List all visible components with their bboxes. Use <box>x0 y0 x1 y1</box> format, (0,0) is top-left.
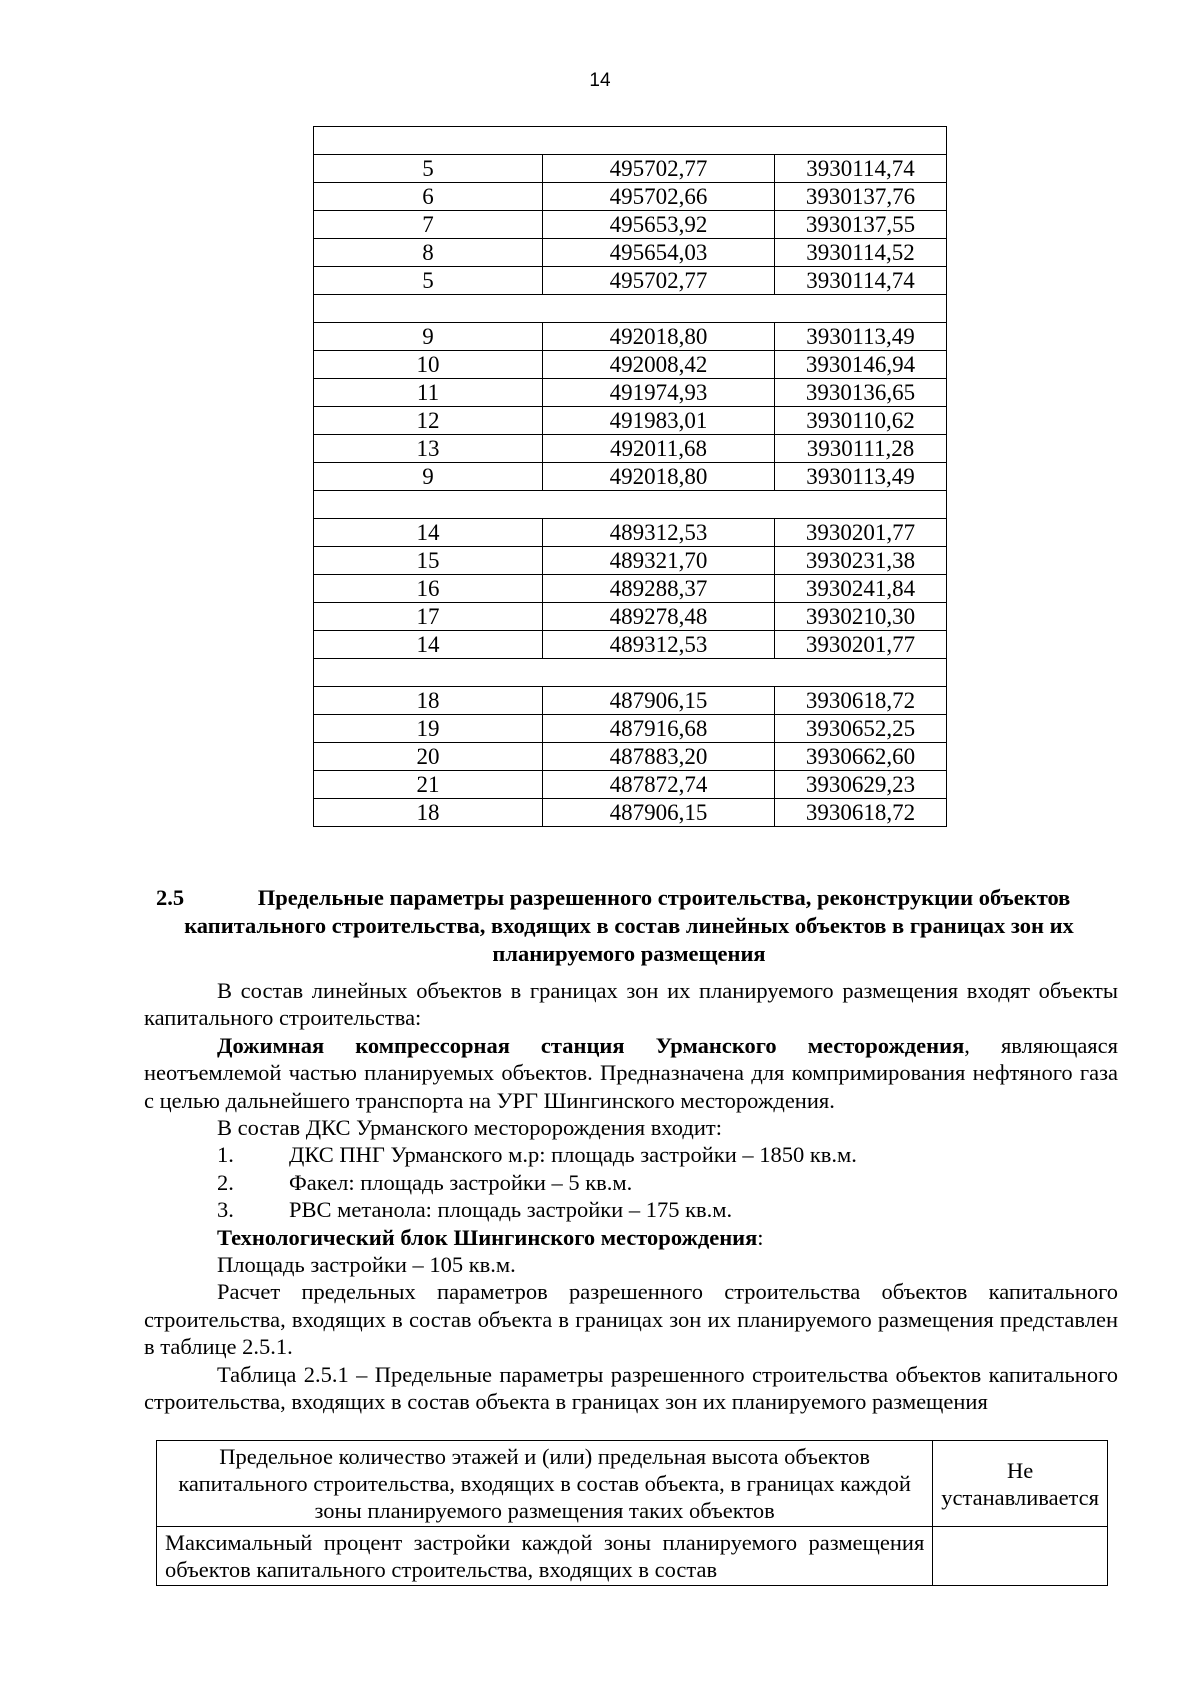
dks-paragraph <box>144 1032 1118 1114</box>
table-row <box>157 1441 1108 1527</box>
table-row <box>314 575 947 603</box>
coord-x: 492018,80 <box>543 463 775 491</box>
point-number: 9 <box>314 323 543 351</box>
coord-x: 495702,77 <box>543 267 775 295</box>
table-row <box>314 687 947 715</box>
coord-x: 489278,48 <box>543 603 775 631</box>
tech-block-title: Технологический блок Шингинского месторождения <box>217 1224 758 1250</box>
section-heading <box>144 884 1114 968</box>
params-table <box>156 1440 1108 1586</box>
separator-cell <box>314 491 947 519</box>
separator-cell <box>314 127 947 155</box>
dks-title: Дожимная компрессорная станция Урманского месторождения <box>217 1032 965 1058</box>
table-row <box>314 407 947 435</box>
coord-x: 491983,01 <box>543 407 775 435</box>
coord-y: 3930231,38 <box>775 547 947 575</box>
table-row <box>314 519 947 547</box>
table-row <box>314 715 947 743</box>
coord-y: 3930618,72 <box>775 799 947 827</box>
separator-row <box>314 127 947 155</box>
coord-x: 489321,70 <box>543 547 775 575</box>
table-row <box>157 1527 1108 1586</box>
point-number: 9 <box>314 463 543 491</box>
list-number: 2. <box>217 1169 234 1195</box>
point-number: 14 <box>314 519 543 547</box>
point-number: 13 <box>314 435 543 463</box>
coord-x: 495702,66 <box>543 183 775 211</box>
coord-x: 495654,03 <box>543 239 775 267</box>
point-number: 21 <box>314 771 543 799</box>
calc-paragraph: Расчет предельных параметров разрешенного строительства объектов капитального строительства, входящих в состав объекта в границах зон их планируемого размещения представлен в таблице 2.5.1. <box>144 1279 1118 1360</box>
table-row <box>314 239 947 267</box>
table-row <box>314 267 947 295</box>
separator-row <box>314 659 947 687</box>
table-row <box>314 631 947 659</box>
params-row1-value <box>933 1441 1108 1527</box>
coord-x: 487872,74 <box>543 771 775 799</box>
list-item <box>144 1196 1118 1223</box>
table-row <box>314 351 947 379</box>
point-number: 19 <box>314 715 543 743</box>
table-row <box>314 463 947 491</box>
coord-y: 3930146,94 <box>775 351 947 379</box>
table-row <box>314 603 947 631</box>
list-item <box>144 1141 1118 1168</box>
params-row2-desc: Максимальный процент застройки каждой зоны планируемого размещения объектов капитального строительства, входящих в состав <box>157 1527 933 1586</box>
section-title-line3: планируемого размещения <box>492 941 766 966</box>
coord-y: 3930111,28 <box>775 435 947 463</box>
table-row <box>314 547 947 575</box>
list-text: ДКС ПНГ Урманского м.р: площадь застройки – 1850 кв.м. <box>289 1142 857 1168</box>
dks-description: , являющаяся неотъемлемой частью планируемых объектов. Предназначена для компримирования нефтяного газа с целью дальнейшего транспорта на УРГ Шингинского месторождения. <box>144 1032 1118 1113</box>
coord-x: 487883,20 <box>543 743 775 771</box>
coord-y: 3930629,23 <box>775 771 947 799</box>
list-number: 3. <box>217 1197 234 1223</box>
point-number: 20 <box>314 743 543 771</box>
page-number: 14 <box>589 70 611 91</box>
coord-x: 492018,80 <box>543 323 775 351</box>
table-row <box>314 183 947 211</box>
table-row <box>314 323 947 351</box>
point-number: 18 <box>314 687 543 715</box>
coord-x: 487906,15 <box>543 799 775 827</box>
table-row <box>314 211 947 239</box>
coord-x: 495702,77 <box>543 155 775 183</box>
table-row <box>314 435 947 463</box>
point-number: 11 <box>314 379 543 407</box>
coord-x: 487916,68 <box>543 715 775 743</box>
section-title-line1: Предельные параметры разрешенного строительства, реконструкции объектов <box>257 885 1071 910</box>
point-number: 5 <box>314 267 543 295</box>
coord-y: 3930137,55 <box>775 211 947 239</box>
table-row <box>314 155 947 183</box>
section-title-line2: капитального строительства, входящих в состав линейных объектов в границах зон их <box>184 913 1074 938</box>
point-number: 10 <box>314 351 543 379</box>
point-number: 5 <box>314 155 543 183</box>
coord-y: 3930201,77 <box>775 519 947 547</box>
list-number: 1. <box>217 1142 234 1168</box>
intro-paragraph: В состав линейных объектов в границах зон их планируемого размещения входят объекты капитального строительства: <box>144 978 1118 1031</box>
coord-x: 489312,53 <box>543 631 775 659</box>
point-number: 17 <box>314 603 543 631</box>
separator-cell <box>314 295 947 323</box>
list-text: Факел: площадь застройки – 5 кв.м. <box>289 1169 633 1195</box>
coordinates-table <box>313 126 947 827</box>
tech-block-area: Площадь застройки – 105 кв.м. <box>217 1252 516 1278</box>
point-number: 12 <box>314 407 543 435</box>
coord-y: 3930137,76 <box>775 183 947 211</box>
dks-list <box>144 1141 1118 1223</box>
coord-x: 489312,53 <box>543 519 775 547</box>
dks-composition: В состав ДКС Урманского месторорождения входит: <box>217 1115 722 1141</box>
tech-block-heading <box>144 1224 1118 1251</box>
coord-y: 3930662,60 <box>775 743 947 771</box>
separator-cell <box>314 659 947 687</box>
section-body <box>144 977 1118 1416</box>
coord-y: 3930113,49 <box>775 323 947 351</box>
point-number: 8 <box>314 239 543 267</box>
coord-y: 3930210,30 <box>775 603 947 631</box>
separator-row <box>314 295 947 323</box>
point-number: 18 <box>314 799 543 827</box>
params-row2-value <box>933 1527 1108 1586</box>
coord-x: 489288,37 <box>543 575 775 603</box>
coord-x: 492011,68 <box>543 435 775 463</box>
tech-block-colon: : <box>757 1224 764 1250</box>
table-row <box>314 799 947 827</box>
table-row <box>314 743 947 771</box>
table-row <box>314 771 947 799</box>
coord-y: 3930114,74 <box>775 267 947 295</box>
coord-y: 3930652,25 <box>775 715 947 743</box>
params-row1-value-line1: Не <box>1007 1457 1034 1483</box>
point-number: 15 <box>314 547 543 575</box>
params-row1-desc: Предельное количество этажей и (или) предельная высота объектов капитального строительства, входящих в состав объекта, в границах каждой зоны планируемого размещения таких объектов <box>157 1441 933 1527</box>
coord-x: 492008,42 <box>543 351 775 379</box>
table-caption: Таблица 2.5.1 – Предельные параметры разрешенного строительства объектов капитального строительства, входящих в состав объекта в границах зон их планируемого размещения <box>144 1361 1118 1415</box>
params-row1-value-line2: устанавливается <box>941 1484 1099 1510</box>
coord-y: 3930114,74 <box>775 155 947 183</box>
coord-y: 3930136,65 <box>775 379 947 407</box>
point-number: 16 <box>314 575 543 603</box>
coord-x: 495653,92 <box>543 211 775 239</box>
list-item <box>144 1169 1118 1196</box>
coord-y: 3930113,49 <box>775 463 947 491</box>
coord-y: 3930201,77 <box>775 631 947 659</box>
coord-y: 3930114,52 <box>775 239 947 267</box>
point-number: 7 <box>314 211 543 239</box>
coord-y: 3930618,72 <box>775 687 947 715</box>
list-text: РВС метанола: площадь застройки – 175 кв.м. <box>289 1197 733 1223</box>
coord-x: 491974,93 <box>543 379 775 407</box>
point-number: 14 <box>314 631 543 659</box>
separator-row <box>314 491 947 519</box>
coord-y: 3930241,84 <box>775 575 947 603</box>
coord-y: 3930110,62 <box>775 407 947 435</box>
coord-x: 487906,15 <box>543 687 775 715</box>
point-number: 6 <box>314 183 543 211</box>
table-row <box>314 379 947 407</box>
section-number: 2.5 <box>156 885 185 910</box>
